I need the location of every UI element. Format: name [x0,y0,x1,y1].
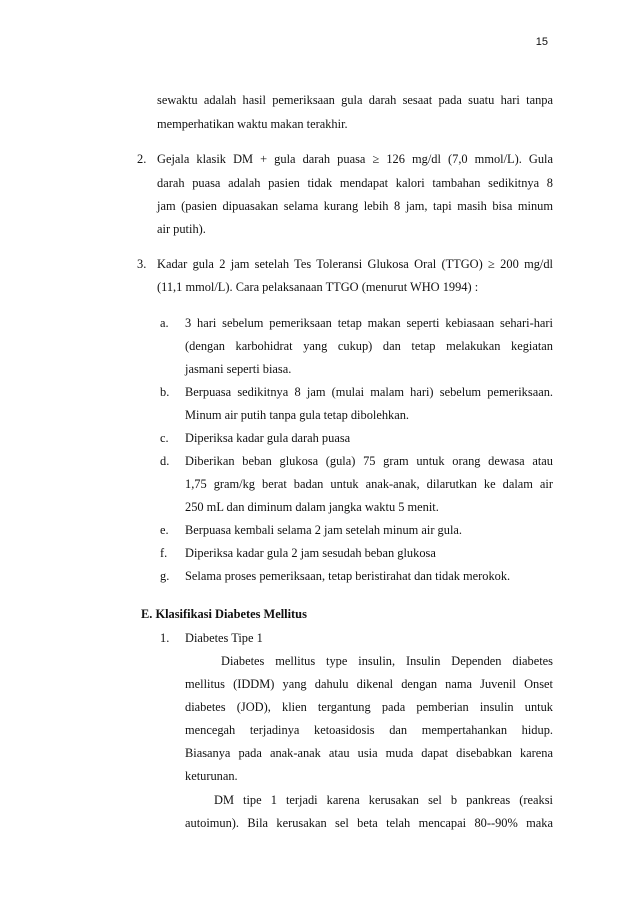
paragraph-line: autoimun). Bila kerusakan sel beta telah mencapai 80--90% maka [185,816,553,830]
step-marker: d. [160,454,170,468]
step-line: Diberikan beban glukosa (gula) 75 gram untuk orang dewasa atau [185,454,553,468]
step-line: Diperiksa kadar gula darah puasa [185,431,351,445]
paragraph-line: Diabetes mellitus type insulin, Insulin Dependen diabetes [221,654,553,668]
item-2-line: darah puasa adalah pasien tidak mendapat kalori tambahan sedikitnya 8 [157,176,553,190]
step-marker: b. [160,385,170,399]
step-line: Selama proses pemeriksaan, tetap beristirahat dan tidak merokok. [185,569,511,583]
step-line: 3 hari sebelum pemeriksaan tetap makan seperti kebiasaan sehari-hari [185,316,553,330]
step-line: (dengan karbohidrat yang cukup) dan tetap melakukan kegiatan [185,339,553,353]
item-2-line: jam (pasien dipuasakan selama kurang lebih 8 jam, tapi masih bisa minum [157,199,553,213]
item-3-marker: 3. [137,257,147,271]
paragraph-line: mencegah terjadinya ketoasidosis dan mempertahankan hidup. [185,723,553,737]
intro-line: sewaktu adalah hasil pemeriksaan gula darah sesaat pada suatu hari tanpa [157,93,553,107]
step-marker: c. [160,431,169,445]
intro-line: memperhatikan waktu makan terakhir. [157,117,348,131]
item-2-line: Gejala klasik DM + gula darah puasa ≥ 126 mg/dl (7,0 mmol/L). Gula [157,152,553,166]
item-2-marker: 2. [137,152,147,166]
step-marker: a. [160,316,169,330]
paragraph-line: Biasanya pada anak-anak atau usia muda dapat disebabkan karena [185,746,553,760]
step-marker: f. [160,546,168,560]
step-line: 1,75 gram/kg berat badan untuk anak-anak, dilarutkan ke dalam air [185,477,553,491]
paragraph-line: DM tipe 1 terjadi karena kerusakan sel b pankreas (reaksi [214,793,553,807]
step-line: jasmani seperti biasa. [185,362,292,376]
step-line: Berpuasa sedikitnya 8 jam (mulai malam hari) sebelum pemeriksaan. [185,385,553,399]
step-line: Minum air putih tanpa gula tetap dibolehkan. [185,408,410,422]
step-line: Diperiksa kadar gula 2 jam sesudah beban glukosa [185,546,436,560]
paragraph-line: diabetes (JOD), klien tergantung pada pemberian insulin untuk [185,700,553,714]
page-number: 15 [535,36,548,48]
subsection-title: Diabetes Tipe 1 [185,631,263,645]
section-heading: E. Klasifikasi Diabetes Mellitus [141,607,307,621]
step-marker: e. [160,523,169,537]
step-line: 250 mL dan diminum dalam jangka waktu 5 menit. [185,500,439,514]
paragraph-line: mellitus (IDDM) yang dahulu dikenal dengan nama Juvenil Onset [185,677,553,691]
item-3-line: (11,1 mmol/L). Cara pelaksanaan TTGO (menurut WHO 1994) : [157,280,479,294]
item-3-line: Kadar gula 2 jam setelah Tes Toleransi Glukosa Oral (TTGO) ≥ 200 mg/dl [157,257,553,271]
step-line: Berpuasa kembali selama 2 jam setelah minum air gula. [185,523,462,537]
subsection-marker: 1. [160,631,170,645]
item-2-line: air putih). [157,222,206,236]
paragraph-line: keturunan. [185,769,238,783]
step-marker: g. [160,569,170,583]
